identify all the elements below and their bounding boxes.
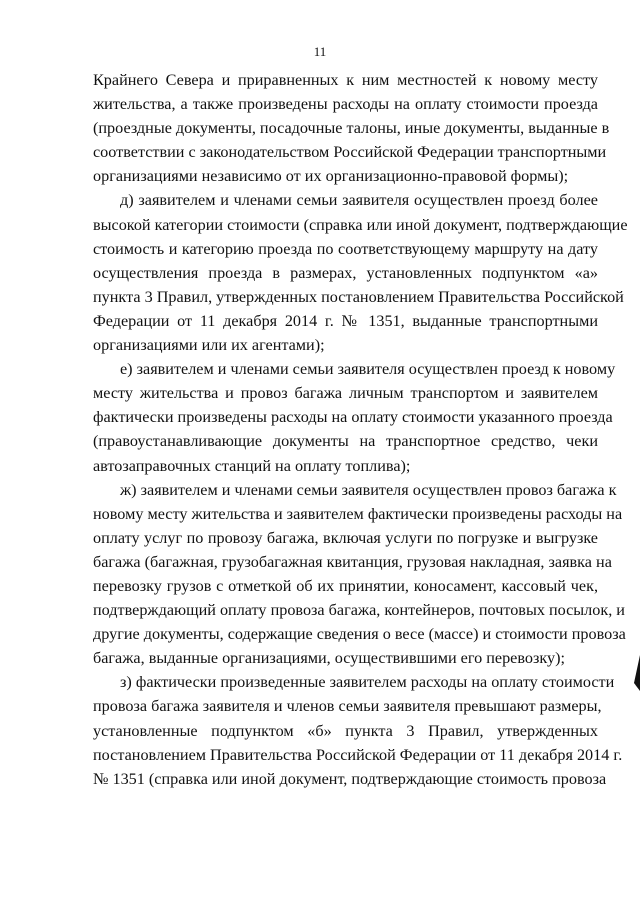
- text-line: з) фактически произведенные заявителем расходы на оплату стоимости: [120, 673, 615, 692]
- text-line: провоза багажа заявителя и членов семьи заявителя превышают размеры,: [93, 697, 602, 716]
- text-line: багажа (багажная, грузобагажная квитанция, грузовая накладная, заявка на: [93, 552, 612, 571]
- paragraph-d: [93, 188, 628, 357]
- text-line: Крайнего Севера и приравненных к ним местностей к новому месту: [93, 71, 598, 89]
- text-line: подтверждающий оплату провоза багажа, контейнеров, почтовых посылок, и: [93, 601, 625, 620]
- paragraph-zh: [93, 478, 626, 671]
- text-line: месту жительства и провоз багажа личным транспортом и заявителем: [93, 384, 598, 403]
- text-line: стоимость и категорию проезда по соответствующему маршруту на дату: [93, 239, 598, 258]
- text-line: ж) заявителем и членами семьи заявителя осуществлен провоз багажа к: [120, 480, 617, 499]
- text-line: пункта 3 Правил, утвержденных постановлением Правительства Российской: [93, 287, 624, 306]
- text-line: организациями независимо от их организационно-правовой формы);: [93, 167, 569, 186]
- text-line: новому месту жительства и заявителем фактически произведены расходы на: [93, 504, 623, 523]
- paragraph-continued: [93, 68, 610, 188]
- text-line: автозаправочных станций на оплату топлива);: [93, 456, 411, 475]
- paragraph-e: [93, 357, 616, 477]
- text-line: жительства, а также произведены расходы на оплату стоимости проезда: [93, 95, 598, 114]
- text-line: е) заявителем и членами семьи заявителя осуществлен проезд к новому: [120, 360, 616, 379]
- text-line: фактически произведены расходы на оплату стоимости указанного проезда: [93, 408, 613, 427]
- page-number: 11: [313, 44, 327, 59]
- document-body: [93, 68, 628, 791]
- text-line: другие документы, содержащие сведения о весе (массе) и стоимости провоза: [93, 625, 626, 644]
- text-line: № 1351 (справка или иной документ, подтверждающие стоимость провоза: [93, 769, 607, 788]
- text-line: соответствии с законодательством Российской Федерации транспортными: [93, 143, 607, 162]
- paragraph-z: [93, 670, 623, 790]
- text-line: (правоустанавливающие документы на транспортное средство, чеки: [93, 432, 598, 451]
- text-line: (проездные документы, посадочные талоны, иные документы, выданные в: [93, 119, 610, 138]
- text-line: установленные подпунктом «б» пункта 3 Правил, утвержденных: [93, 721, 598, 740]
- text-line: осуществления проезда в размерах, установленных подпунктом «а»: [93, 263, 598, 282]
- text-line: высокой категории стоимости (справка или иной документ, подтверждающие: [93, 215, 628, 234]
- text-line: организациями или их агентами);: [93, 336, 325, 355]
- text-line: багажа, выданные организациями, осуществившими его перевозку);: [93, 649, 565, 668]
- text-line: оплату услуг по провозу багажа, включая услуги по погрузке и выгрузке: [93, 528, 598, 547]
- text-line: перевозку грузов с отметкой об их принятии, коносамент, кассовый чек,: [93, 576, 598, 595]
- text-line: постановлением Правительства Российской Федерации от 11 декабря 2014 г.: [93, 745, 623, 764]
- scan-edge-mark: [631, 655, 640, 691]
- text-line: д) заявителем и членами семьи заявителя осуществлен проезд более: [120, 191, 598, 210]
- text-line: Федерации от 11 декабря 2014 г. № 1351, выданные транспортными: [93, 311, 598, 330]
